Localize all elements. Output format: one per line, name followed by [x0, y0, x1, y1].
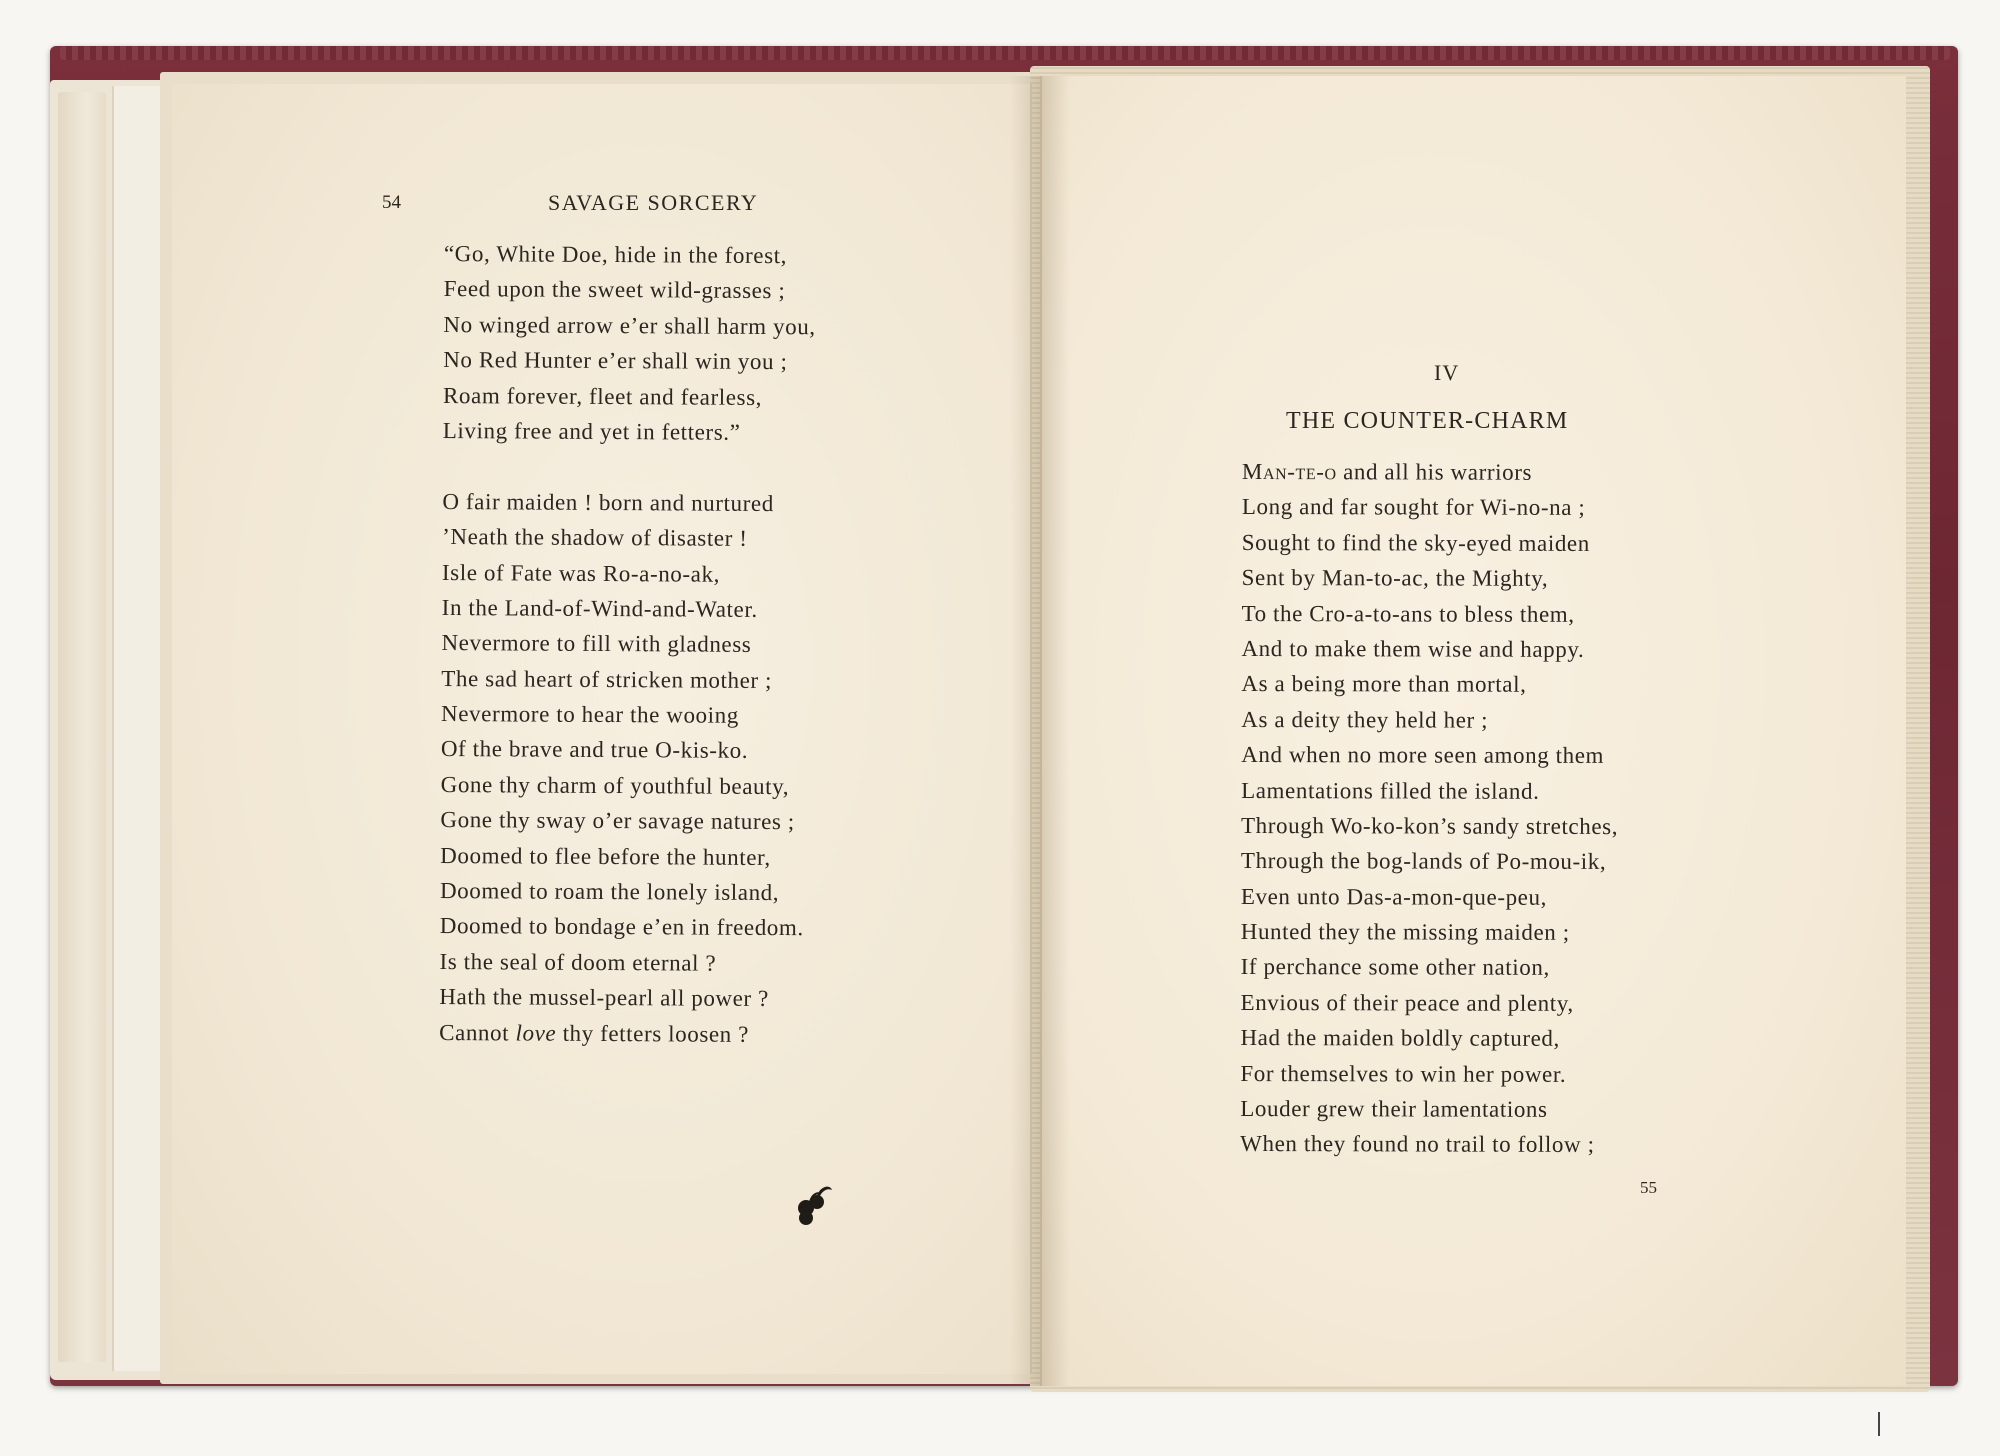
right-verse [1240, 454, 1619, 1163]
verse-line: Louder grew their lamentations [1240, 1096, 1548, 1122]
verse-line: O fair maiden ! born and nurtured [442, 488, 774, 516]
left-page [172, 84, 1032, 1374]
stanza-break [442, 448, 814, 486]
verse-line: Hunted they the missing maiden ; [1240, 919, 1570, 945]
leaf-fleuron-icon [790, 1178, 840, 1228]
verse-line: No winged arrow e’er shall harm you, [443, 311, 816, 340]
verse-line: Hath the mussel-pearl all power ? [439, 984, 769, 1012]
verse-line: Is the seal of doom eternal ? [439, 948, 717, 976]
verse-line: No Red Hunter e’er shall win you ; [443, 347, 788, 375]
scan-edge-mark [1878, 1412, 1880, 1436]
verse-line: Envious of their peace and plenty, [1240, 989, 1574, 1016]
right-page [1040, 76, 1906, 1386]
verse-word: Cannot [439, 1019, 510, 1046]
verse-line: Gone thy sway o’er savage natures ; [440, 807, 795, 835]
section-title: THE COUNTER-CHARM [1286, 408, 1569, 434]
section-number: IV [1434, 360, 1460, 385]
verse-line: Through the bog-lands of Po-mou-ik, [1240, 848, 1607, 875]
verse-line: And to make them wise and happy. [1241, 635, 1585, 662]
verse-line: In the Land-of-Wind-and-Water. [441, 594, 758, 622]
verse-line: Living free and yet in fetters.” [442, 417, 741, 445]
running-head: SAVAGE SORCERY [548, 190, 759, 215]
verse-line: Doomed to flee before the hunter, [440, 842, 771, 870]
smallcaps-word: Man-te-o [1241, 458, 1337, 485]
right-page-number: 55 [1640, 1178, 1657, 1197]
verse-line: To the Cro-a-to-ans to bless them, [1241, 600, 1575, 627]
verse-line: “Go, White Doe, hide in the forest, [443, 240, 788, 269]
verse-line: Isle of Fate was Ro-a-no-ak, [441, 559, 721, 587]
verse-line-last [439, 1015, 811, 1053]
verse-line: Lamentations filled the island. [1241, 777, 1540, 804]
verse-line: Gone thy charm of youthful beauty, [440, 771, 790, 799]
loose-leaves-edge [50, 80, 170, 1380]
verse-line: Nevermore to hear the wooing [441, 701, 739, 728]
cover-spine-wear [60, 46, 1950, 60]
verse-line: Even unto Das-a-mon-que-peu, [1240, 883, 1547, 910]
verse-line: When they found no trail to follow ; [1240, 1131, 1595, 1158]
verse-line: Roam forever, fleet and fearless, [442, 382, 763, 410]
verse-line: Nevermore to fill with gladness [441, 630, 752, 658]
verse-line: Doomed to roam the lonely island, [439, 878, 780, 906]
verse-line-first [1242, 454, 1619, 490]
verse-line: ’Neath the shadow of disaster ! [442, 524, 748, 551]
verse-line: Through Wo-ko-kon’s sandy stretches, [1240, 812, 1619, 839]
verse-line: Sought to find the sky-eyed maiden [1241, 529, 1590, 556]
verse-line: As a deity they held her ; [1241, 706, 1489, 733]
verse-word: and all his warriors [1343, 459, 1533, 485]
verse-line: Of the brave and true O-kis-ko. [440, 736, 749, 764]
verse-line: As a being more than mortal, [1241, 671, 1527, 698]
left-page-number: 54 [382, 192, 401, 213]
verse-line: Sent by Man-to-ac, the Mighty, [1241, 565, 1549, 591]
left-verse [439, 236, 816, 1052]
verse-line: The sad heart of stricken mother ; [441, 665, 773, 693]
verse-line: Had the maiden boldly captured, [1240, 1025, 1560, 1052]
italic-word: love [515, 1020, 557, 1046]
verse-line: For themselves to win her power. [1240, 1060, 1567, 1087]
verse-line: Doomed to bondage e’en in freedom. [439, 913, 804, 941]
verse-line: Long and far sought for Wi-no-na ; [1241, 494, 1586, 521]
verse-word: thy fetters loosen ? [562, 1020, 750, 1047]
verse-line: If perchance some other nation, [1240, 954, 1550, 981]
verse-line: Feed upon the sweet wild-grasses ; [443, 276, 786, 304]
verse-line: And when no more seen among them [1241, 742, 1605, 769]
